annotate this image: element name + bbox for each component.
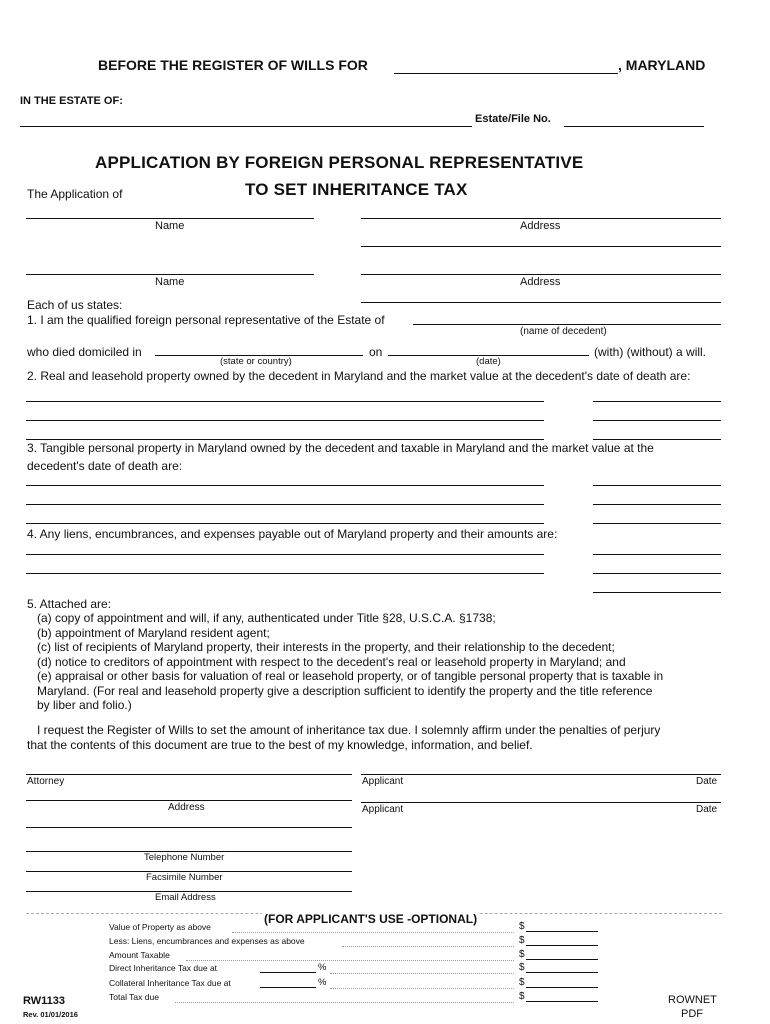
liens-value-1[interactable] <box>593 554 721 555</box>
date-label: (date) <box>476 356 501 367</box>
applicant2-name-field[interactable] <box>26 274 314 275</box>
tangible-line-3[interactable] <box>26 523 544 524</box>
calc-label-collateral: Collateral Inheritance Tax due at <box>109 978 231 988</box>
date-label-1: Date <box>696 776 718 787</box>
liens-amount-field[interactable] <box>526 945 598 946</box>
attachment-b: (b) appointment of Maryland resident agent; <box>37 626 270 640</box>
attachment-a: (a) copy of appointment and will, if any, authenticated under Title §28, U.S.C.A. §1738; <box>37 611 496 625</box>
attachment-c: (c) list of recipients of Maryland property, their interests in the property, and their relationship to the decedent; <box>37 640 615 654</box>
statement-3-line1: 3. Tangible personal property in Maryland owned by the decedent and taxable in Maryland and the market value at the <box>27 441 654 455</box>
name-label-2: Name <box>155 276 185 288</box>
leader-dots <box>330 988 514 989</box>
currency-sign: $ <box>519 991 525 1002</box>
name-label-1: Name <box>155 220 185 232</box>
total-tax-amount-field[interactable] <box>526 1001 598 1002</box>
facsimile-label: Facsimile Number <box>146 872 223 883</box>
leader-dots <box>342 946 514 947</box>
optional-heading: (FOR APPLICANT'S USE -OPTIONAL) <box>264 912 478 926</box>
currency-sign: $ <box>519 977 525 988</box>
estate-of-label: IN THE ESTATE OF: <box>20 95 123 107</box>
address-label-1: Address <box>520 220 561 232</box>
liens-line-1[interactable] <box>26 554 544 555</box>
currency-sign: $ <box>519 949 525 960</box>
real-property-value-2[interactable] <box>593 420 721 421</box>
taxable-amount-field[interactable] <box>526 959 598 960</box>
with-without-will: (with) (without) a will. <box>594 345 707 359</box>
statement-3-line2: decedent's date of death are: <box>27 459 183 473</box>
liens-line-2[interactable] <box>26 573 544 574</box>
tangible-value-2[interactable] <box>593 504 721 505</box>
on-label: on <box>369 345 383 359</box>
form-number: RW1133 <box>23 995 65 1007</box>
value-amount-field[interactable] <box>526 931 598 932</box>
applicant2-signature-field[interactable] <box>361 802 721 803</box>
leader-dots <box>232 932 514 933</box>
calc-label-taxable: Amount Taxable <box>109 950 170 960</box>
each-states-label: Each of us states: <box>27 298 123 312</box>
address-label-2: Address <box>520 276 561 288</box>
tangible-line-2[interactable] <box>26 504 544 505</box>
direct-tax-amount-field[interactable] <box>526 972 598 973</box>
statement-1: 1. I am the qualified foreign personal representative of the Estate of <box>27 313 385 327</box>
attachment-e-line2: Maryland. (For real and leasehold property give a description sufficient to identify the property and the title reference <box>37 684 653 698</box>
statement-2: 2. Real and leasehold property owned by the decedent in Maryland and the market value at the decedent's date of death are: <box>27 369 691 383</box>
calc-label-liens: Less: Liens, encumbrances and expenses as above <box>109 936 305 946</box>
application-of-label: The Application of <box>27 187 123 201</box>
name-of-decedent-label: (name of decedent) <box>520 326 607 337</box>
applicant-label-1: Applicant <box>362 776 404 787</box>
address-label: Address <box>168 802 205 813</box>
applicant1-address-field-2[interactable] <box>361 246 721 247</box>
direct-rate-field[interactable] <box>260 972 316 973</box>
calc-label-total: Total Tax due <box>109 992 159 1002</box>
liens-value-3[interactable] <box>593 592 721 593</box>
applicant2-address-field[interactable] <box>361 274 721 275</box>
estate-file-label: Estate/File No. <box>475 113 551 125</box>
real-property-value-3[interactable] <box>593 439 721 440</box>
attorney-address-field-2[interactable] <box>26 827 352 828</box>
calc-label-direct: Direct Inheritance Tax due at <box>109 963 218 973</box>
liens-value-2[interactable] <box>593 573 721 574</box>
attorney-address-field[interactable] <box>26 800 352 801</box>
real-property-line-3[interactable] <box>26 439 544 440</box>
leader-dots <box>330 973 514 974</box>
who-died-label: who died domiciled in <box>27 345 142 359</box>
request-line2: that the contents of this document are true to the best of my knowledge, information, and belief. <box>27 738 533 752</box>
date-label-2: Date <box>696 804 718 815</box>
state-label: , MARYLAND <box>618 57 706 73</box>
tangible-line-1[interactable] <box>26 485 544 486</box>
tangible-value-1[interactable] <box>593 485 721 486</box>
email-label: Email Address <box>155 892 216 903</box>
applicant1-signature-field[interactable] <box>361 774 721 775</box>
currency-sign: $ <box>519 921 525 932</box>
form-title-line1: APPLICATION BY FOREIGN PERSONAL REPRESENTATIVE <box>95 153 584 172</box>
calc-label-value: Value of Property as above <box>109 922 211 932</box>
currency-sign: $ <box>519 962 525 973</box>
attorney-label: Attorney <box>27 776 65 787</box>
county-field[interactable] <box>394 73 618 74</box>
estate-name-field[interactable] <box>20 126 472 127</box>
applicant1-name-field[interactable] <box>26 218 314 219</box>
telephone-label: Telephone Number <box>144 852 225 863</box>
attorney-signature-field[interactable] <box>26 774 352 775</box>
real-property-value-1[interactable] <box>593 401 721 402</box>
leader-dots <box>186 960 514 961</box>
brand-line1: ROWNET <box>668 994 717 1006</box>
leader-dots <box>175 1002 514 1003</box>
revision-date: Rev. 01/01/2016 <box>23 1010 78 1019</box>
applicant-label-2: Applicant <box>362 804 404 815</box>
statement-5: 5. Attached are: <box>27 597 112 611</box>
applicant2-address-field-2[interactable] <box>361 302 721 303</box>
register-heading: BEFORE THE REGISTER OF WILLS FOR <box>98 57 368 73</box>
tangible-value-3[interactable] <box>593 523 721 524</box>
collateral-rate-field[interactable] <box>260 987 316 988</box>
collateral-tax-amount-field[interactable] <box>526 987 598 988</box>
estate-file-field[interactable] <box>564 126 704 127</box>
decedent-name-field[interactable] <box>413 324 721 325</box>
applicant1-address-field[interactable] <box>361 218 721 219</box>
percent-sign: % <box>318 977 327 988</box>
form-title-line2: TO SET INHERITANCE TAX <box>245 180 468 199</box>
brand-line2: PDF <box>681 1008 703 1020</box>
statement-4: 4. Any liens, encumbrances, and expenses payable out of Maryland property and their amounts are: <box>27 527 558 541</box>
real-property-line-1[interactable] <box>26 401 544 402</box>
state-or-country-label: (state or country) <box>220 356 292 367</box>
request-line1: I request the Register of Wills to set the amount of inheritance tax due. I solemnly affirm under the penalties of perjury <box>37 723 661 737</box>
percent-sign: % <box>318 962 327 973</box>
attachment-e-line3: by liber and folio.) <box>37 698 132 712</box>
currency-sign: $ <box>519 935 525 946</box>
real-property-line-2[interactable] <box>26 420 544 421</box>
attachment-d: (d) notice to creditors of appointment with respect to the decedent's real or leasehold property in Maryland; and <box>37 655 626 669</box>
attachment-e-line1: (e) appraisal or other basis for valuation of real or leasehold property, or of tangible personal property that is taxable in <box>37 669 664 683</box>
